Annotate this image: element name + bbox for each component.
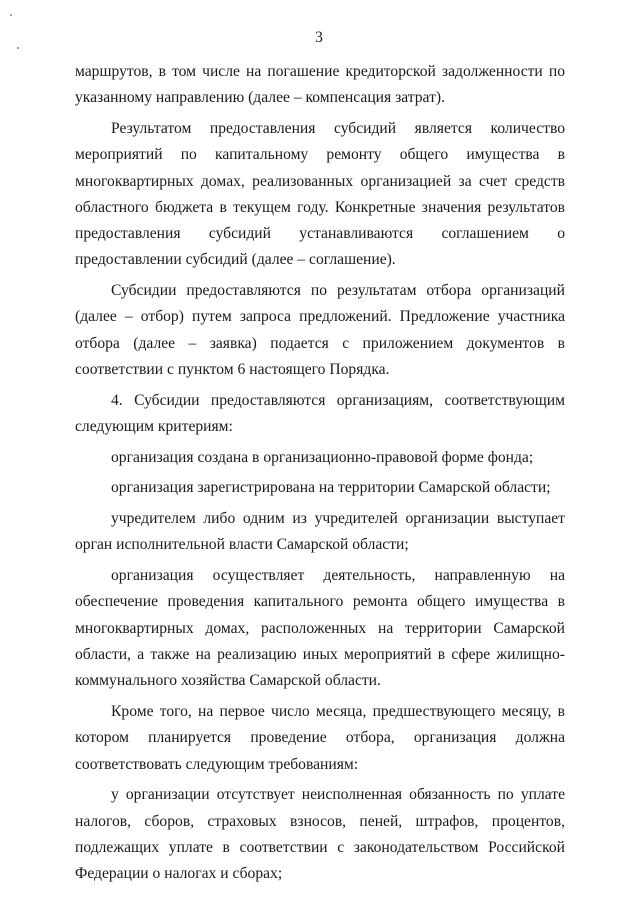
- paragraph: Кроме того, на первое число месяца, предшествующего месяцу, в котором планируется проведение отбора, организация должна соответствовать следующим требованиям:: [75, 702, 565, 773]
- list-item: организация осуществляет деятельность, направленную на обеспечение проведения капитального ремонта общего имущества в многоквартирных домах, расположенных на территории Самарской области, а также на реализацию иных мероприятий в сфере жилищно-коммунального хозяйства Самарской области.: [75, 567, 565, 690]
- paragraph: Субсидии предоставляются по результатам отбора организаций (далее – отбор) путем запроса предложений. Предложение участника отбора (далее – заявка) подается с приложением документов в соответствии с пунктом 6 настоящего Порядка.: [75, 282, 565, 379]
- page-number: 3: [315, 29, 323, 46]
- paragraph: Результатом предоставления субсидий является количество мероприятий по капитальному ремонту общего имущества в многоквартирных домах, реализованных организацией за счет средств областного бюджета в текущем году. Конкретные значения результатов предоставления субсидий устанавливаются соглашением о предоставлении субсидий (далее – соглашение).: [75, 119, 565, 269]
- scan-mark: [10, 14, 12, 16]
- list-item: у организации отсутствует неисполненная обязанность по уплате налогов, сборов, страховых взносов, пеней, штрафов, процентов, подлежащих уплате в соответствии с законодательством Российской Федерации о налогах и сборах;: [75, 786, 565, 883]
- list-item: учредителем либо одним из учредителей организации выступает орган исполнительной власти Самарской области;: [75, 510, 565, 554]
- scan-mark: [17, 47, 19, 49]
- document-body: [75, 59, 565, 887]
- list-item: организация создана в организационно-правовой форме фонда;: [111, 448, 534, 466]
- paragraph: 4. Субсидии предоставляются организациям, соответствующим следующим критериям:: [75, 391, 565, 436]
- list-item: организация зарегистрирована на территории Самарской области;: [111, 479, 551, 497]
- paragraph: маршрутов, в том числе на погашение кредиторской задолженности по указанному направлению (далее – компенсация затрат).: [75, 63, 565, 107]
